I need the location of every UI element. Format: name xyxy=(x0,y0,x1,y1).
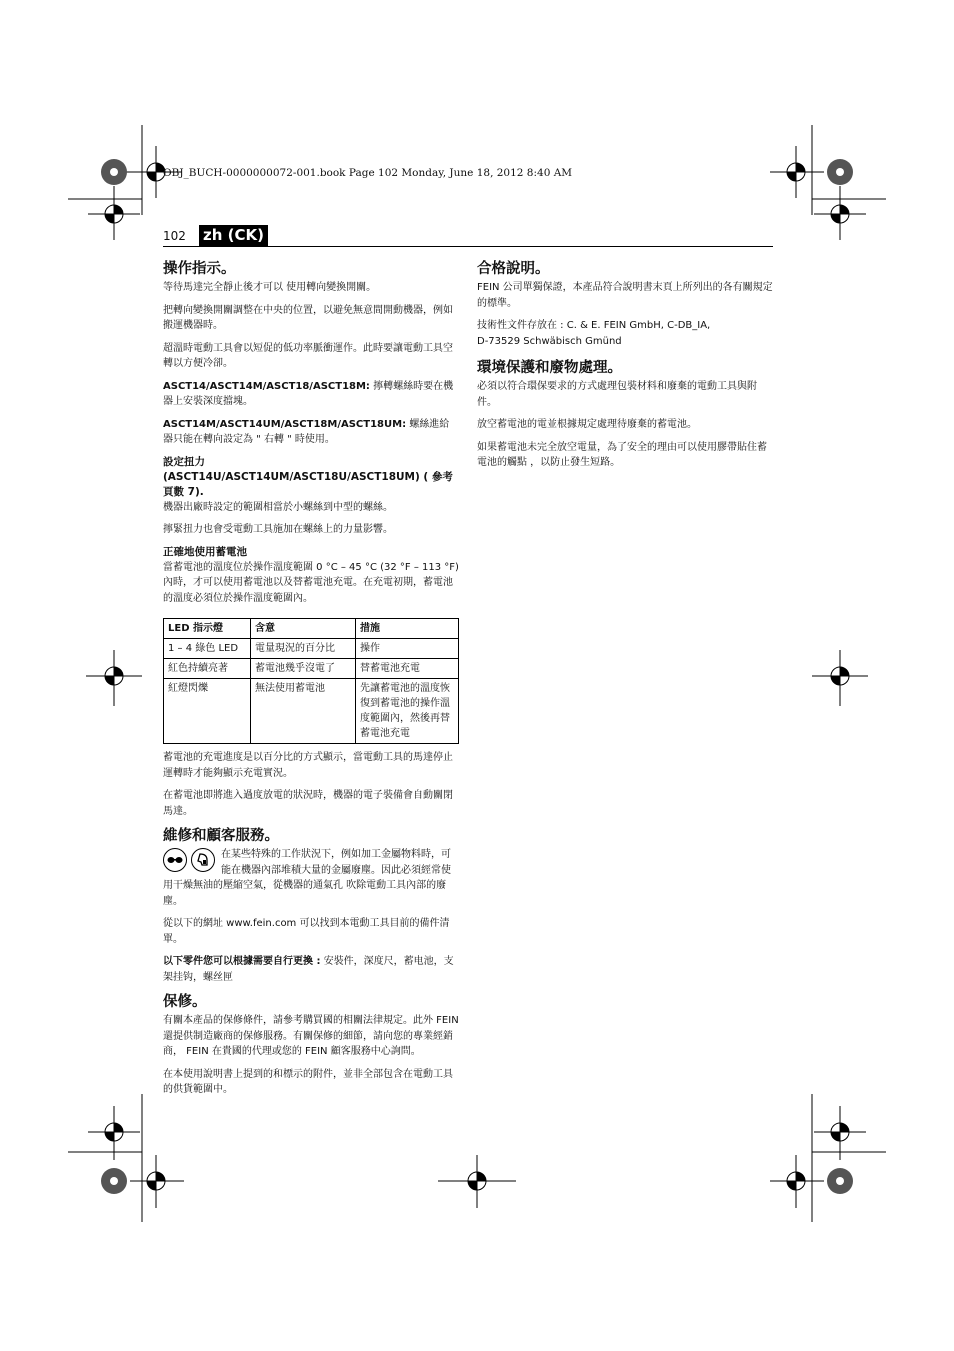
paragraph xyxy=(163,847,459,909)
paragraph: 蓄電池的充電進度是以百分比的方式顯示，當電動工具的馬達停止運轉時才能夠顯示充電實況。 xyxy=(163,752,453,779)
paragraph-text: D-73529 Schwäbisch Gmünd xyxy=(477,335,622,347)
model-list: ASCT14M/ASCT14UM/ASCT18M/ASCT18UM: xyxy=(163,418,407,430)
safety-icons xyxy=(163,848,215,872)
bold-label: 以下零件您可以根據需要自行更換 : xyxy=(163,956,321,967)
section-title-battery: 正確地使用蓄電池 xyxy=(163,545,247,558)
eye-protection-icon xyxy=(163,848,187,872)
paragraph-text: 技術性文件存放在 : C. & E. FEIN GmbH, C-DB_IA, xyxy=(477,320,711,331)
table-cell: 先讓蓄電池的溫度恢復到蓄電池的操作溫度範圍內，然後再替蓄電池充電 xyxy=(356,679,459,744)
table-cell: 紅燈閃爍 xyxy=(164,679,251,744)
paragraph-text: 在某些特殊的工作狀況下，例如加工金屬物料時，可能在機器內部堆積大量的金屬廢塵。因此必須經常使用干燥無油的壓縮空氣，從機器的通氣孔 吹除電動工具內部的廢塵。 xyxy=(163,849,451,907)
language-badge: zh (CK) xyxy=(199,225,268,246)
paragraph: 把轉向變換開關調整在中央的位置，以避免無意間開動機器，例如搬運機器時。 xyxy=(163,304,453,331)
column-header: 措施 xyxy=(356,619,459,639)
paragraph xyxy=(163,379,459,410)
paragraph-text: 安裝件，深度尺，蓄电池，支架挂钩，螺丝匣 xyxy=(163,956,454,983)
paragraph-text: 螺絲進給器只能在轉向設定為 " 右轉 " 時使用。 xyxy=(163,418,450,445)
section-title-environment: 環境保護和廢物處理。 xyxy=(477,360,622,376)
paragraph: 如果蓄電池未完全放空電量，為了安全的理由可以使用膠帶貼住蓄電池的觸點 ，以防止發生短路。 xyxy=(477,441,767,468)
paragraph: 在蓄電池即將進入過度放電的狀況時，機器的電子裝備會自動關閉馬達。 xyxy=(163,790,453,817)
column-header: 含意 xyxy=(251,619,356,639)
section-title-warranty: 保修。 xyxy=(163,994,207,1010)
table-header-row xyxy=(164,619,459,639)
led-table xyxy=(163,618,459,744)
paragraph: 擰緊扭力也會受電動工具施加在螺絲上的力量影響。 xyxy=(163,524,393,535)
table-cell: 替蓄電池充電 xyxy=(356,659,459,679)
table-cell: 操作 xyxy=(356,639,459,659)
paragraph: 放空蓄電池的電並根據規定處理待廢棄的蓄電池。 xyxy=(477,419,697,430)
model-list: ASCT14/ASCT14M/ASCT18/ASCT18M: xyxy=(163,380,370,392)
header-rule xyxy=(163,246,773,247)
paragraph: 有關本產品的保修條件，請參考購買國的相關法律規定。此外 FEIN 還提供制造廠商的保修服務。有關保修的細節，請向您的專業經銷商， FEIN 在貴國的代理或您的 FEIN 顧客服務中心詢問。 xyxy=(163,1015,459,1057)
section-title-service: 維修和顧客服務。 xyxy=(163,828,279,844)
table-cell: 1 – 4 綠色 LED xyxy=(164,639,251,659)
table-row xyxy=(164,659,459,679)
section-title-operation: 操作指示。 xyxy=(163,261,236,277)
paragraph: FEIN 公司單獨保證，本產品符合說明書末頁上所列出的各有關規定的標準。 xyxy=(477,282,773,309)
paragraph: 當蓄電池的溫度位於操作溫度範圍 0 °C – 45 °C (32 °F – 113 °F) 內時，才可以使用蓄電池以及替蓄電池充電。在充電初期，蓄電池的溫度必須位於操作溫度範圍內。 xyxy=(163,561,459,604)
paragraph-text: 擰轉螺絲時要在機器上安裝深度擋塊。 xyxy=(163,380,454,407)
paragraph: 在本使用說明書上提到的和標示的附件，並非全部包含在電動工具的供貨範圍中。 xyxy=(163,1068,453,1095)
table-cell: 電量現況的百分比 xyxy=(251,639,356,659)
column-header: LED 指示燈 xyxy=(164,619,251,639)
paragraph xyxy=(477,318,773,349)
page-number: 102 xyxy=(163,229,186,243)
table-cell: 無法使用蓄電池 xyxy=(251,679,356,744)
paragraph: 從以下的網址 www.fein.com 可以找到本電動工具目前的備件清單。 xyxy=(163,918,450,945)
left-column xyxy=(163,259,459,1105)
right-column xyxy=(477,259,773,478)
paragraph: 必須以符合環保要求的方式處理包裝材料和廢棄的電動工具與附件。 xyxy=(477,381,757,408)
paragraph: 等待馬達完全靜止後才可以 使用轉向變換開關。 xyxy=(163,282,377,293)
paragraph xyxy=(163,954,459,985)
table-cell: 紅色持續亮著 xyxy=(164,659,251,679)
book-header: OBJ_BUCH-0000000072-001.book Page 102 Monday, June 18, 2012 8:40 AM xyxy=(163,167,573,179)
table-row xyxy=(164,639,459,659)
section-title-conformity: 合格說明。 xyxy=(477,261,550,277)
paragraph xyxy=(163,417,459,448)
table-cell: 蓄電池幾乎沒電了 xyxy=(251,659,356,679)
paragraph: 機器出廠時設定的範圍相當於小螺絲到中型的螺絲。 xyxy=(163,501,393,513)
dust-mask-icon xyxy=(191,848,215,872)
paragraph: 超溫時電動工具會以短促的低功率脈衝運作。此時要讓電動工具空轉以方便冷卻。 xyxy=(163,342,453,369)
section-title-torque: 設定扭力 (ASCT14U/ASCT14UM/ASCT18U/ASCT18UM) ( 參考頁數 7). xyxy=(163,455,453,498)
table-row xyxy=(164,679,459,744)
